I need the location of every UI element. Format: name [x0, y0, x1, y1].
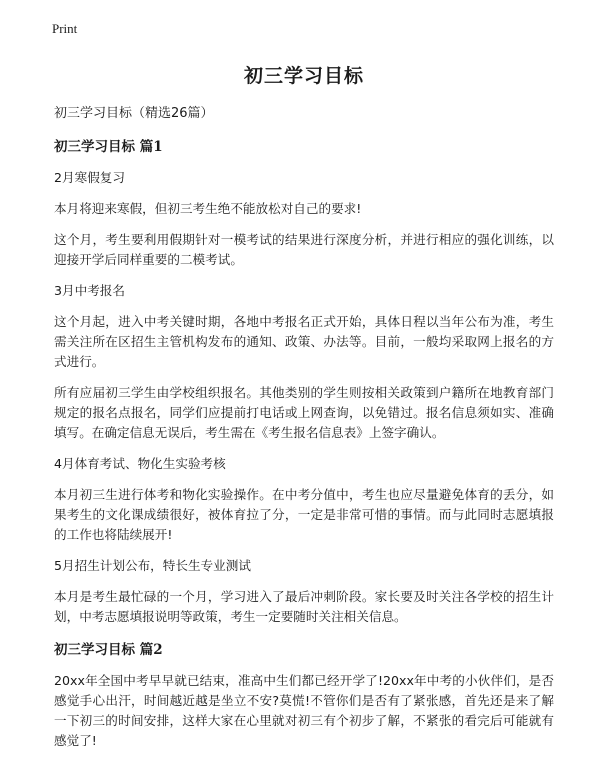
month-heading-april: 4月体育考试、物化生实验考核 — [54, 456, 226, 471]
month-heading-march: 3月中考报名 — [54, 283, 125, 298]
month-heading-may: 5月招生计划公布，特长生专业测试 — [54, 558, 251, 573]
document-subtitle: 初三学习目标（精选26篇） — [54, 106, 214, 121]
paragraph: 所有应届初三学生由学校组织报名。其他类别的学生则按相关政策到户籍所在地教育部门规定的报名点报名，同学们应提前打电话或上网查询，以免错过。报名信息须如实、准确填写。在确定信息无误后，考生需在《考生报名信息表》上签字确认。 — [54, 385, 554, 440]
paragraph: 本月初三生进行体考和物化实验操作。在中考分值中，考生也应尽量避免体育的丢分，如果考生的文化课成绩很好，被体育拉了分，一定是非常可惜的事情。而与此同时志愿填报的工作也将陆续展开! — [54, 487, 554, 542]
print-label[interactable]: Print — [52, 21, 78, 36]
paragraph: 20xx年全国中考早早就已结束，准高中生们都已经开学了!20xx年中考的小伙伴们，是否感觉手心出汗，时间越近越是坐立不安?莫慌!不管你们是否有了紧张感，首先还是来了解一下初三的时间安排，这样大家在心里就对初三有个初步了解，不紧张的看完后可能就有感觉了! — [54, 673, 554, 748]
month-heading-february: 2月寒假复习 — [54, 170, 125, 185]
paragraph: 这个月，考生要利用假期针对一模考试的结果进行深度分析，并进行相应的强化训练，以迎接开学后同样重要的二模考试。 — [54, 232, 554, 267]
document-title: 初三学习目标 — [243, 65, 364, 87]
paragraph: 本月将迎来寒假，但初三考生绝不能放松对自己的要求! — [54, 201, 362, 216]
paragraph: 这个月起，进入中考关键时期，各地中考报名正式开始，具体日程以当年公布为准，考生需关注所在区招生主管机构发布的通知、政策、办法等。目前，一般均采取网上报名的方式进行。 — [54, 314, 554, 369]
section-heading-2: 初三学习目标 篇2 — [54, 642, 163, 658]
paragraph: 本月是考生最忙碌的一个月，学习进入了最后冲刺阶段。家长要及时关注各学校的招生计划，中考志愿填报说明等政策，考生一定要随时关注相关信息。 — [54, 589, 554, 624]
section-heading-1: 初三学习目标 篇1 — [54, 139, 163, 155]
